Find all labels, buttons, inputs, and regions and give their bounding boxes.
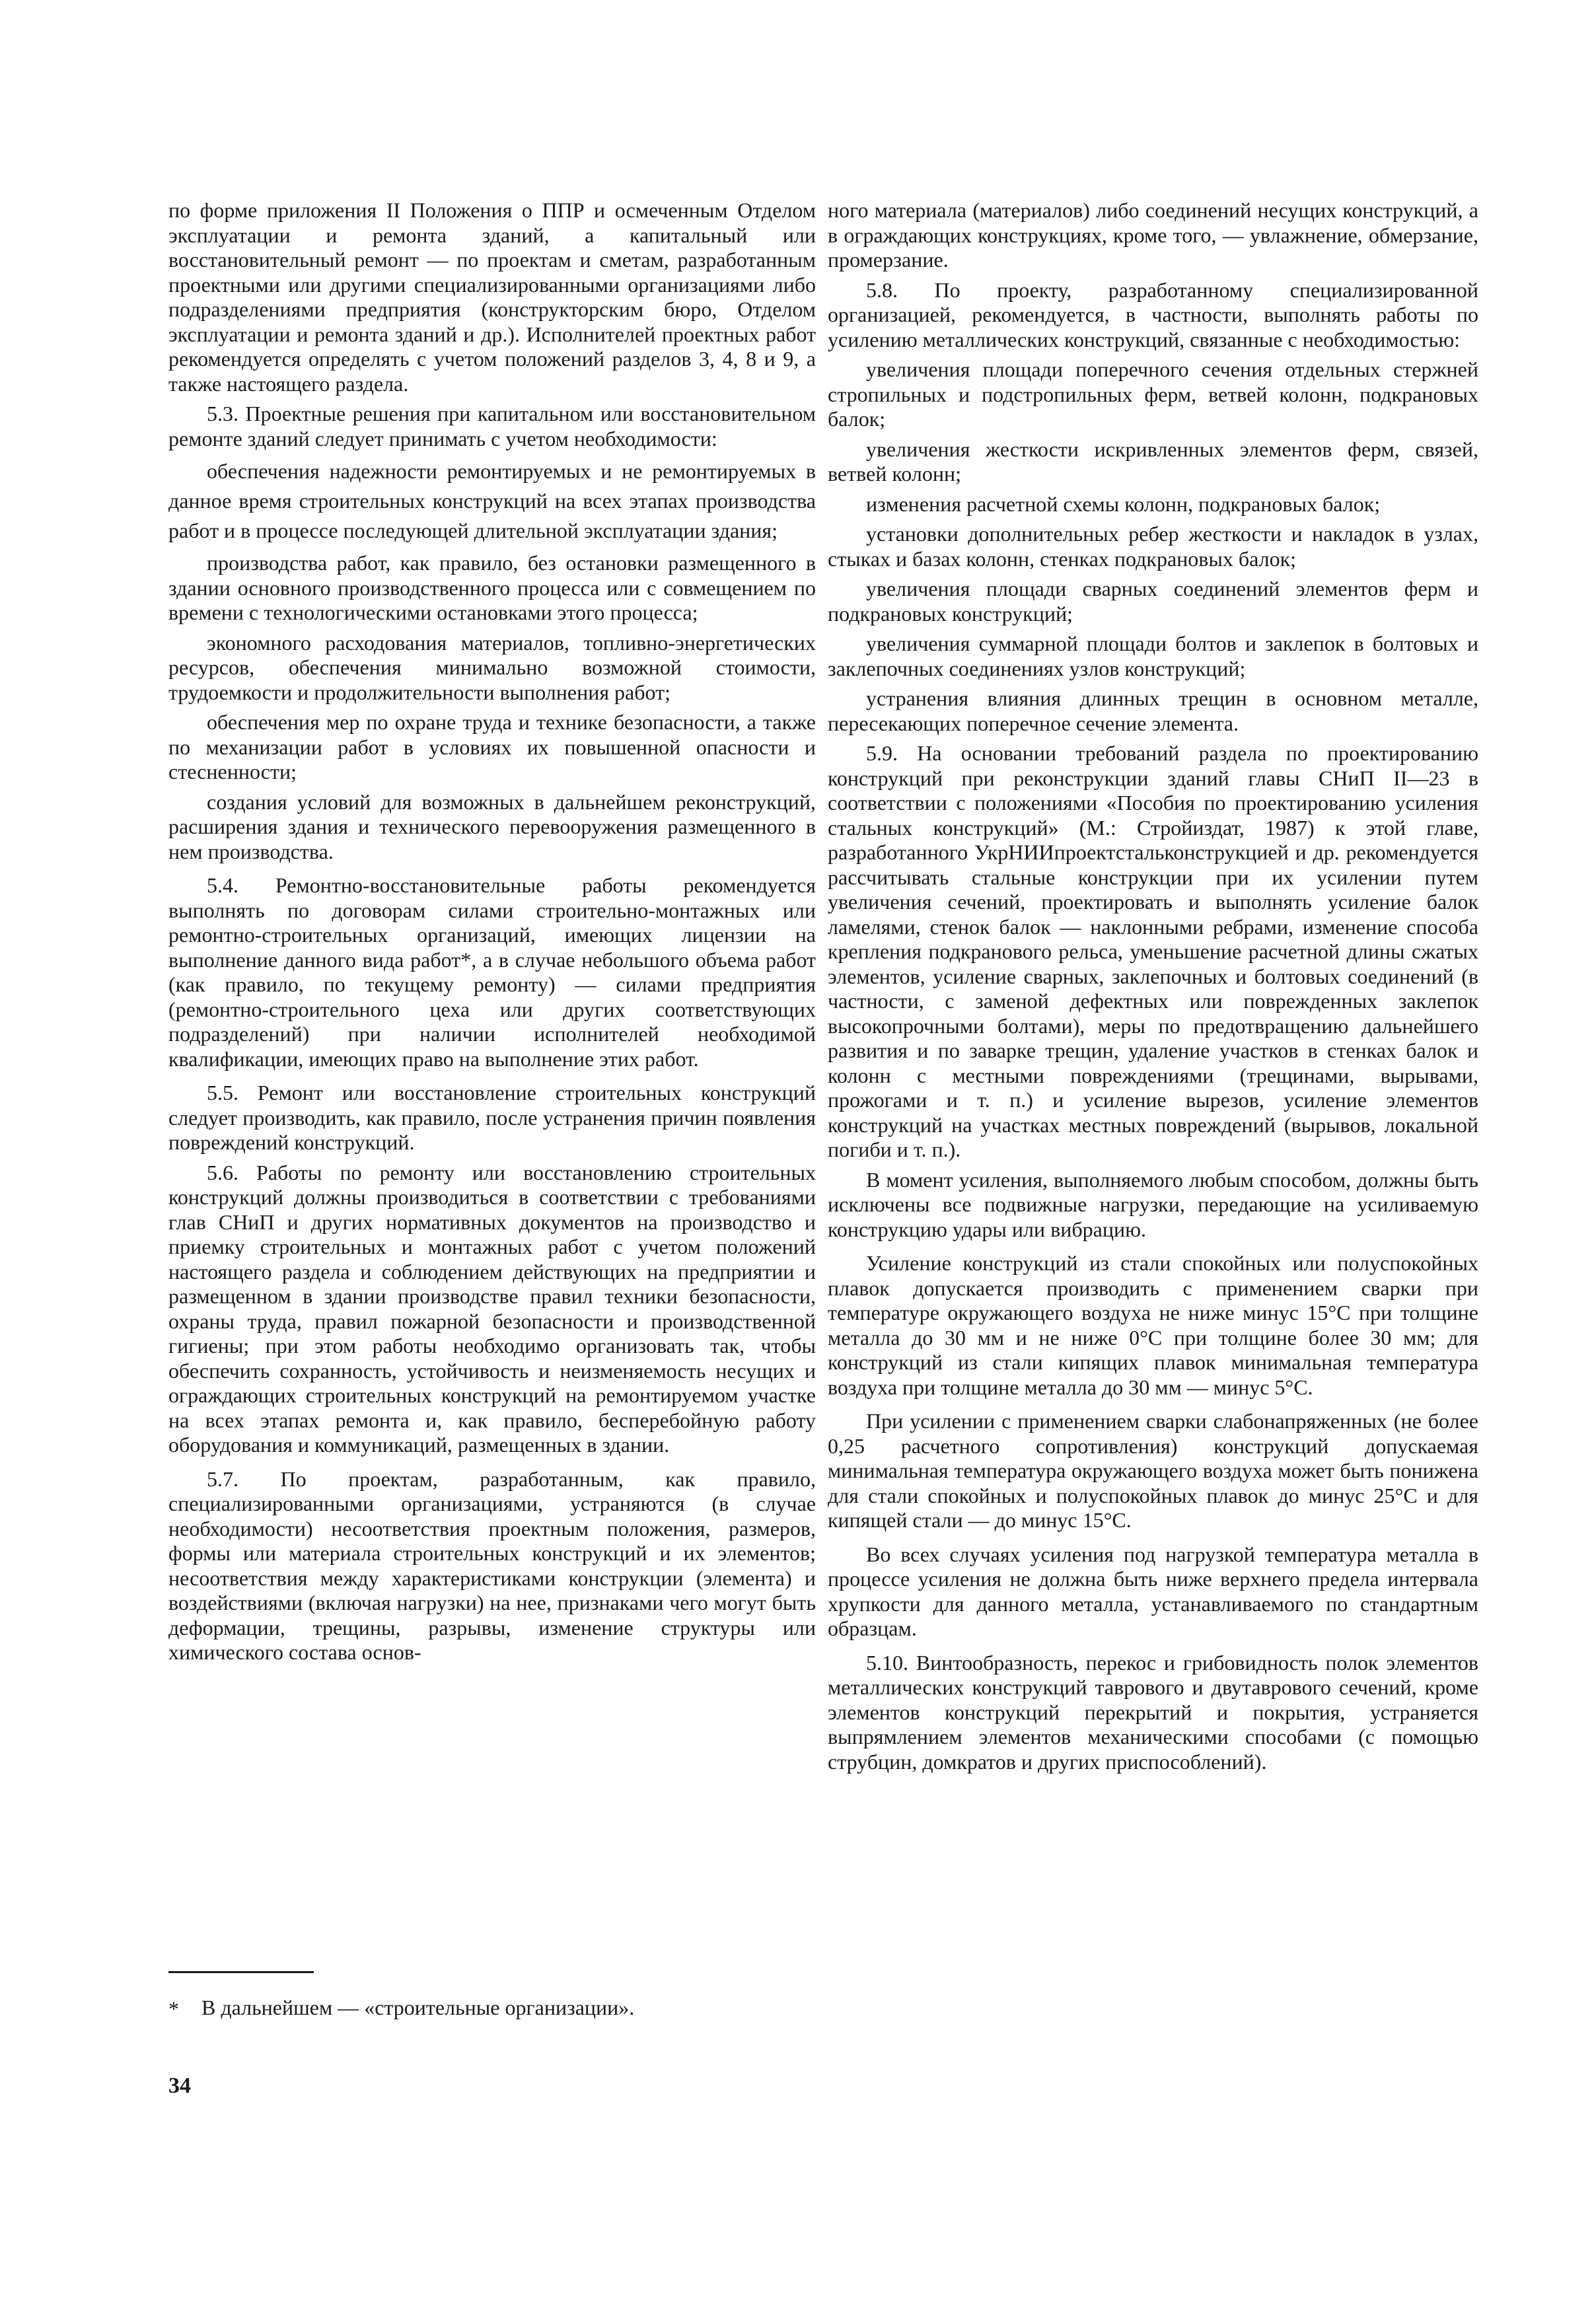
left-column [168,198,816,1671]
list-item: обеспечения надежности ремонтируемых и не ремонтируемых в данное время строительных конструкций на всех этапах производства работ и в процессе последующей длительной эксплуатации здания; [168,459,816,542]
paragraph: Усиление конструкций из стали спокойных или полуспокойных плавок допускается производить с применением сварки при температуре окружающего воздуха не ниже минус 15°С при толщине металла до 30 мм и не ниже 0°С при толщине более 30 мм; для конструкций из стали кипящих плавок минимальная температура воздуха при толщине металла до 30 мм — минус 5°С. [828,1251,1478,1399]
list-item: установки дополнительных ребер жесткости и накладок в узлах, стыках и базах колонн, стенках подкрановых балок; [828,522,1478,571]
footnote-marker: * [168,1997,179,2021]
footnote-divider [168,1971,314,1973]
section-5-9: 5.9. На основании требований раздела по проектированию конструкций при реконструкции зданий главы СНиП II—23 в соответствии с положениями «Пособия по проектированию усиления стальных конструкций» (М.: Стройиздат, 1987) к этой главе, разработанного УкрНИИпроектстальконструкцией и др. рекомендуется рассчитывать стальные конструкции при их усилении путем увеличения сечений, проектировать и выполнять усиление балок ламелями, стенок балок — наклонными ребрами, изменение способа крепления подкранового рельса, уменьшение расчетной длины сжатых элементов, усиление сварных, заклепочных и болтовых соединений (в частности, с заменой дефектных или поврежденных заклепок высокопрочными болтами), меры по предотвращению дальнейшего развития и по заварке трещин, удаление участков в стенках балок и колонн с местными повреждениями (трещинами, вырывами, прожогами и т. п.) и усиление вырезов, усиление элементов конструкций на участках местных повреждений (вырывов, локальной погиби и т. п.). [828,741,1478,1161]
section-5-3: 5.3. Проектные решения при капитальном или восстановительном ремонте зданий следует принимать с учетом необходимости: [168,402,816,451]
section-5-6: 5.6. Работы по ремонту или восстановлению строительных конструкций должны производиться в соответствии с требованиями глав СНиП и других нормативных документов на производство и приемку строительных и монтажных работ с учетом положений настоящего раздела и соблюдением действующих на предприятии и размещенном в здании производстве правил техники безопасности, охраны труда, правил пожарной безопасности и производственной гигиены; при этом работы необходимо организовать так, чтобы обеспечить сохранность, устойчивость и неизменяемость несущих и ограждающих строительных конструкций на ремонтируемом участке на всех этапах ремонта и, как правило, бесперебойную работу оборудования и коммуникаций, размещенных в здании. [168,1160,816,1457]
section-5-7: 5.7. По проектам, разработанным, как правило, специализированными организациями, устраняются (в случае необходимости) несоответствия проектным положения, размеров, формы или материала строительных конструкций и их элементов; несоответствия между характеристиками конструкции (элемента) и воздействиями (включая нагрузки) на нее, признаками чего могут быть деформации, трещины, разрывы, изменение структуры или химического состава основ- [168,1466,816,1664]
paragraph: ного материала (материалов) либо соединений несущих конструкций, а в ограждающих конструкциях, кроме того, — увлажнение, обмерзание, промерзание. [828,198,1478,271]
list-item: увеличения площади поперечного сечения отдельных стержней стропильных и подстропильных ферм, ветвей колонн, подкрановых балок; [828,357,1478,431]
paragraph: Во всех случаях усиления под нагрузкой температура металла в процессе усиления не должна быть ниже верхнего предела интервала хрупкости для данного металла, устанавливаемого по стандартным образцам. [828,1542,1478,1640]
list-item: увеличения жесткости искривленных элементов ферм, связей, ветвей колонн; [828,437,1478,486]
right-column [828,198,1478,1780]
list-item: изменения расчетной схемы колонн, подкрановых балок; [866,491,1381,516]
list-item: создания условий для возможных в дальнейшем реконструкций, расширения здания и технического перевооружения размещенного в нем производства. [168,789,816,863]
section-5-10: 5.10. Винтообразность, перекос и грибовидность полок элементов металлических конструкций таврового и двутаврового сечений, кроме элементов конструкций перекрытий и покрытия, устраняется выпрямлением элементов механическими способами (с помощью струбцин, домкратов и других приспособлений). [828,1650,1478,1774]
paragraph: В момент усиления, выполняемого любым способом, должны быть исключены все подвижные нагрузки, передающие на усиливаемую конструкцию удары или вибрацию. [828,1167,1478,1241]
list-item: устранения влияния длинных трещин в основном металле, пересекающих поперечное сечение элемента. [828,686,1478,735]
list-item: экономного расходования материалов, топливно-энергетических ресурсов, обеспечения минимально возможной стоимости, трудоемкости и продолжительности выполнения работ; [168,630,816,704]
footnote: В дальнейшем — «строительные организации». [201,1996,635,2019]
page-number: 34 [168,2074,191,2098]
section-5-8: 5.8. По проекту, разработанному специализированной организацией, рекомендуется, в частности, выполнять работы по усилению металлических конструкций, связанные с необходимостью: [828,277,1478,351]
paragraph: При усилении с применением сварки слабонапряженных (не более 0,25 расчетного сопротивления) конструкций допускаемая минимальная температура окружающего воздуха может быть понижена для стали спокойных и полуспокойных плавок до минус 25°С и для кипящей стали — до минус 15°С. [828,1409,1478,1532]
list-item: обеспечения мер по охране труда и технике безопасности, а также по механизации работ в условиях их повышенной опасности и стесненности; [168,710,816,783]
section-5-5: 5.5. Ремонт или восстановление строительных конструкций следует производить, как правило, после устранения причин появления повреждений конструкций. [168,1081,816,1154]
list-item: увеличения суммарной площади болтов и заклепок в болтовых и заклепочных соединениях узлов конструкций; [828,631,1478,680]
paragraph: по форме приложения II Положения о ППР и осмеченным Отделом эксплуатации и ремонта зданий, а капитальный или восстановительный ремонт — по проектам и сметам, разработанным проектными или другими специализированными организациями либо подразделениями предприятия (конструкторским бюро, Отделом эксплуатации и ремонта зданий и др.). Исполнителей проектных работ рекомендуется определять с учетом положений разделов 3, 4, 8 и 9, а также настоящего раздела. [168,198,816,396]
list-item: производства работ, как правило, без остановки размещенного в здании основного производственного процесса или с совмещением по времени с технологическими остановками этого процесса; [168,551,816,624]
list-item: увеличения площади сварных соединений элементов ферм и подкрановых конструкций; [828,577,1478,626]
section-5-4: 5.4. Ремонтно-восстановительные работы рекомендуется выполнять по договорам силами строительно-монтажных или ремонтно-строительных организаций, имеющих лицензии на выполнение данного вида работ*, а в случае небольшого объема работ (как правило, по текущему ремонту) — силами предприятия (ремонтно-строительного цеха или других соответствующих подразделений) при наличии исполнителей необходимой квалификации, имеющих право на выполнение этих работ. [168,873,816,1071]
